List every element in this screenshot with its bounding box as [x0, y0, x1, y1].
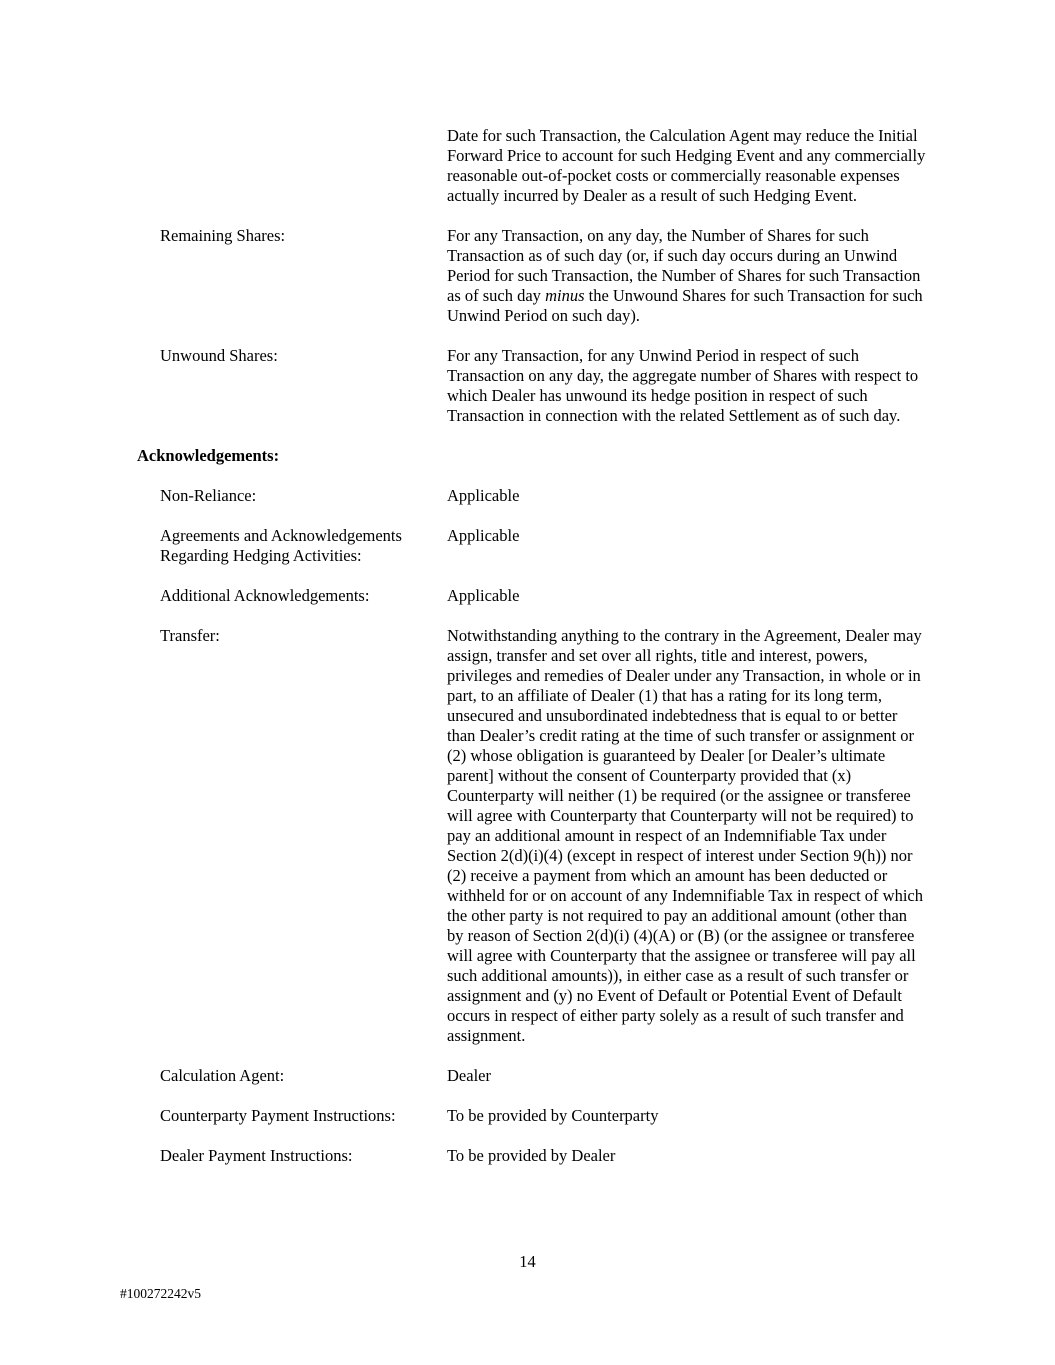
term-value-non-reliance: Applicable [447, 486, 520, 505]
term-label-hedging-activities: Agreements and Acknowledgements Regarding Hedging Activities: [160, 526, 402, 565]
term-value-text-post: the Unwound Shares for such Transaction for such Unwind Period on such day). [447, 286, 923, 325]
term-row-non-reliance [160, 486, 926, 506]
term-value-dealer-payment-instructions: To be provided by Dealer [447, 1146, 616, 1165]
term-value-text-pre: For any Transaction, on any day, the Number of Shares for such Transaction as of such day (or, if such day occurs during an Unwind Period for such Transaction, the Number of Shares for such Transaction as of such day [447, 226, 921, 305]
term-row-dealer-payment-instructions [160, 1146, 926, 1166]
term-value-counterparty-payment-instructions: To be provided by Counterparty [447, 1106, 659, 1125]
term-row-remaining-shares [160, 226, 926, 326]
term-label-counterparty-payment-instructions: Counterparty Payment Instructions: [160, 1106, 396, 1125]
document-id-footer: #100272242v5 [120, 1286, 201, 1301]
term-row-unwound-shares [160, 346, 926, 426]
section-heading-acknowledgements: Acknowledgements: [137, 446, 280, 465]
term-label-unwound-shares: Unwound Shares: [160, 346, 278, 365]
term-value-transfer: Notwithstanding anything to the contrary in the Agreement, Dealer may assign, transfer and set over all rights, title and interest, powers, privileges and remedies of Dealer under any Transaction, in whole or in part, to an affiliate of Dealer (1) that has a rating for its long term, unsecured and unsubordinated indebtedness that is equal to or better than Dealer’s credit rating at the time of such transfer or assignment or (2) whose obligation is guaranteed by Dealer [or Dealer’s ultimate parent] without the consent of Counterparty provided that (x) Counterparty will neither (1) be required (or the assignee or transferee will agree with Counterparty that Counterparty will not be required) to pay an additional amount in respect of an Indemnifiable Tax under Section 2(d)(i)(4) (except in respect of interest under Section 9(h)) nor (2) receive a payment from which an amount has been deducted or withheld for or on account of any Indemnifiable Tax in respect of which the other party is not required to pay an additional amount (other than by reason of Section 2(d)(i) (4)(A) or (B) (or the assignee or transferee will agree with Counterparty that the assignee or transferee will pay all such additional amounts)), in either case as a result of such transfer or assignment and (y) no Event of Default or Potential Event of Default occurs in respect of either party solely as a result of such transfer and assignment. [447, 626, 923, 1045]
term-row-transfer [160, 626, 926, 1046]
term-value-calculation-agent: Dealer [447, 1066, 491, 1085]
term-value-additional-acknowledgements: Applicable [447, 586, 520, 605]
term-row-hedging-activities [160, 526, 926, 566]
term-label-additional-acknowledgements: Additional Acknowledgements: [160, 586, 370, 605]
term-label-dealer-payment-instructions: Dealer Payment Instructions: [160, 1146, 353, 1165]
term-value-unwound-shares: For any Transaction, for any Unwind Period in respect of such Transaction on any day, the aggregate number of Shares with respect to which Dealer has unwound its hedge position in respect of such Transaction in connection with the related Settlement as of such day. [447, 346, 919, 425]
page-number: 14 [519, 1252, 536, 1271]
term-label-transfer: Transfer: [160, 626, 220, 645]
continuation-paragraph: Date for such Transaction, the Calculation Agent may reduce the Initial Forward Price to account for such Hedging Event and any commercially reasonable out-of-pocket costs or commercially reasonable expenses actually incurred by Dealer as a result of such Hedging Event. [447, 126, 926, 205]
term-row-additional-acknowledgements [160, 586, 926, 606]
term-label-non-reliance: Non-Reliance: [160, 486, 257, 505]
document-body [137, 126, 926, 1186]
term-label-remaining-shares: Remaining Shares: [160, 226, 286, 245]
term-value-remaining-shares [447, 226, 926, 326]
term-value-text-italic: minus [545, 286, 585, 305]
term-value-hedging-activities: Applicable [447, 526, 520, 545]
term-label-calculation-agent: Calculation Agent: [160, 1066, 285, 1085]
term-row-calculation-agent [160, 1066, 926, 1086]
term-row-counterparty-payment-instructions [160, 1106, 926, 1126]
